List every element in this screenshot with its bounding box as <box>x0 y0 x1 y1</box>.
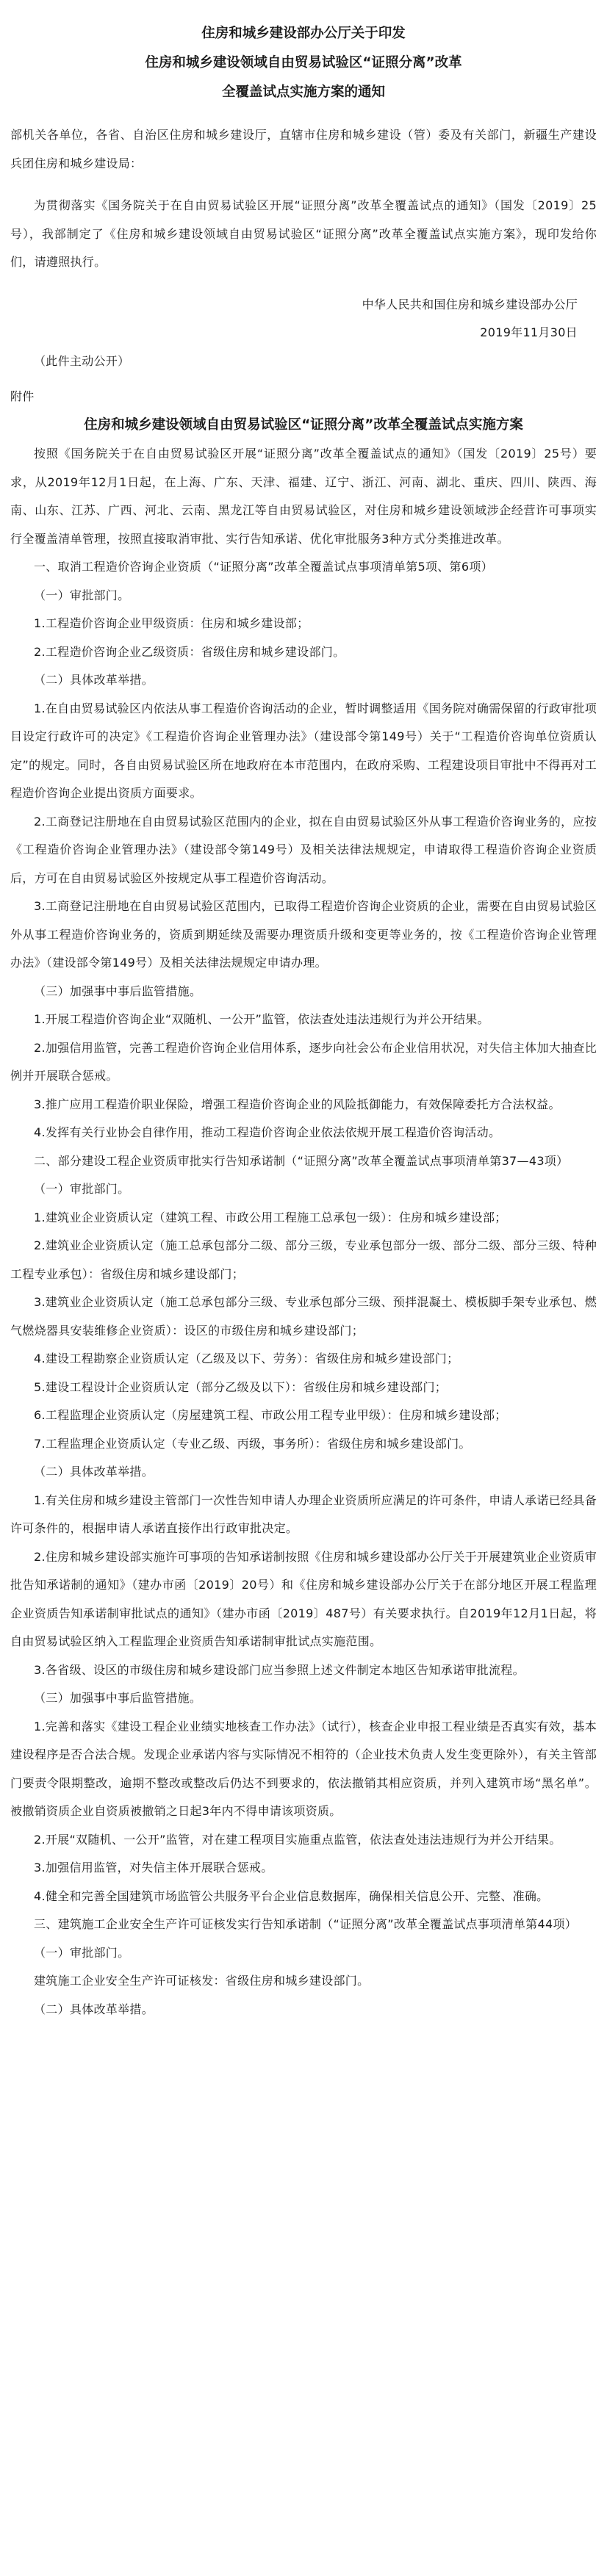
list-item: 1.开展工程造价咨询企业“双随机、一公开”监管，依法查处违法违规行为并公开结果。 <box>34 1012 489 1026</box>
notice-title-line-1: 住房和城乡建设部办公厅关于印发 <box>201 26 406 41</box>
section-heading-3: 三、建筑施工企业安全生产许可证核发实行告知承诺制（“证照分离”改革全覆盖试点事项清单第44项） <box>34 1917 578 1931</box>
list-item: 3.推广应用工程造价职业保险，增强工程造价咨询企业的风险抵御能力，有效保障委托方合法权益。 <box>34 1097 561 1111</box>
list-item: 1.有关住房和城乡建设主管部门一次性告知申请人办理企业资质所应满足的许可条件，申请人承诺已经具备许可条件的，根据申请人承诺直接作出行政审批决定。 <box>10 1493 597 1535</box>
list-item: 2.工程造价咨询企业乙级资质：省级住房和城乡建设部门。 <box>34 644 345 659</box>
list-item: 2.建筑业企业资质认定（施工总承包部分二级、部分三级，专业承包部分一级、部分二级、部分三级、特种工程专业承包）：省级住房和城乡建设部门； <box>10 1238 597 1281</box>
list-item: 3.加强信用监管，对失信主体开展联合惩戒。 <box>34 1861 273 1875</box>
list-item: 1.工程造价咨询企业甲级资质：住房和城乡建设部； <box>34 616 309 630</box>
list-item: 建筑施工企业安全生产许可证核发：省级住房和城乡建设部门。 <box>34 1974 370 1988</box>
subheading: （三）加强事中事后监管措施。 <box>34 1691 202 1705</box>
list-item: 4.健全和完善全国建筑市场监管公共服务平台企业信息数据库，确保相关信息公开、完整、准确。 <box>34 1888 549 1903</box>
subheading: （三）加强事中事后监管措施。 <box>34 984 202 998</box>
subheading: （二）具体改革举措。 <box>34 2002 154 2016</box>
notice-body: 为贯彻落实《国务院关于在自由贸易试验区开展“证照分离”改革全覆盖试点的通知》（国发〔2019〕25号），我部制定了《住房和城乡建设领域自由贸易试验区“证照分离”改革全覆盖试点实施方案》，现印发给你们，请遵照执行。 <box>10 198 597 269</box>
section-heading-2: 二、部分建设工程企业资质审批实行告知承诺制（“证照分离”改革全覆盖试点事项清单第37—43项） <box>34 1153 569 1168</box>
subheading: （一）审批部门。 <box>34 1182 130 1196</box>
notice-title-line-2: 住房和城乡建设领域自由贸易试验区“证照分离”改革 <box>145 55 462 71</box>
list-item: 3.工商登记注册地在自由贸易试验区范围内，已取得工程造价咨询企业资质的企业，需要在自由贸易试验区外从事工程造价咨询业务的，资质到期延续及需要办理资质升级和变更等业务的，按《工程造价咨询企业管理办法》（建设部令第149号）及相关法律法规规定申请办理。 <box>10 899 597 970</box>
disclosure-note: （此件主动公开） <box>34 353 130 368</box>
issuer: 中华人民共和国住房和城乡建设部办公厅 <box>362 297 578 311</box>
section-heading-1: 一、取消工程造价咨询企业资质（“证照分离”改革全覆盖试点事项清单第5项、第6项） <box>34 560 493 574</box>
list-item: 3.建筑业企业资质认定（施工总承包部分三级、专业承包部分三级、预拌混凝土、模板脚手架专业承包、燃气燃烧器具安装维修企业资质）：设区的市级住房和城乡建设部门； <box>10 1295 597 1338</box>
list-item: 2.加强信用监管，完善工程造价咨询企业信用体系，逐步向社会公布企业信用状况，对失信主体加大抽查比例并开展联合惩戒。 <box>10 1040 597 1083</box>
list-item: 6.工程监理企业资质认定（房屋建筑工程、市政公用工程专业甲级）：住房和城乡建设部； <box>34 1408 507 1422</box>
list-item: 3.各省级、设区的市级住房和城乡建设部门应当参照上述文件制定本地区告知承诺审批流程。 <box>34 1662 525 1677</box>
list-item: 7.工程监理企业资质认定（专业乙级、丙级，事务所）：省级住房和城乡建设部门。 <box>34 1436 471 1451</box>
list-item: 2.开展“双随机、一公开”监管，对在建工程项目实施重点监管，依法查处违法违规行为并公开结果。 <box>34 1832 561 1847</box>
list-item: 1.建筑业企业资质认定（建筑工程、市政公用工程施工总承包一级）：住房和城乡建设部； <box>34 1210 507 1224</box>
subheading: （二）具体改革举措。 <box>34 1465 154 1479</box>
attachment-paragraph: 按照《国务院关于在自由贸易试验区开展“证照分离”改革全覆盖试点的通知》（国发〔2019〕25号）要求，从2019年12月1日起，在上海、广东、天津、福建、辽宁、浙江、河南、湖北、重庆、四川、陕西、海南、山东、江苏、广西、河北、云南、黑龙江等自由贸易试验区，对住房和城乡建设领域涉企经营许可事项实行全覆盖清单管理，按照直接取消审批、实行告知承诺、优化审批服务3种方式分类推进改革。 <box>10 447 597 546</box>
list-item: 2.工商登记注册地在自由贸易试验区范围内的企业，拟在自由贸易试验区外从事工程造价咨询业务的，应按《工程造价咨询企业管理办法》（建设部令第149号）及相关法律法规规定，申请取得工程造价咨询企业资质后，方可在自由贸易试验区外按规定从事工程造价咨询活动。 <box>10 814 597 885</box>
subheading: （二）具体改革举措。 <box>34 673 154 687</box>
list-item: 1.在自由贸易试验区内依法从事工程造价咨询活动的企业，暂时调整适用《国务院对确需保留的行政审批项目设定行政许可的决定》《工程造价咨询企业管理办法》（建设部令第149号）关于“工程造价咨询单位资质认定”的规定。同时，各自由贸易试验区所在地政府在本市范围内，在政府采购、工程建设项目审批中不得再对工程造价咨询企业提出资质方面要求。 <box>10 701 597 800</box>
list-item: 1.完善和落实《建设工程企业业绩实地核查工作办法》（试行），核查企业申报工程业绩是否真实有效，基本建设程序是否合法合规。发现企业承诺内容与实际情况不相符的（企业技术负责人发生变更除外），有关主管部门要责令限期整改，逾期不整改或整改后仍达不到要求的，依法撤销其相应资质，并列入建筑市场“黑名单”。被撤销资质企业自资质被撤销之日起3年内不得申请该项资质。 <box>10 1719 597 1818</box>
list-item: 4.建设工程勘察企业资质认定（乙级及以下、劳务）：省级住房和城乡建设部门； <box>34 1352 459 1365</box>
subheading: （一）审批部门。 <box>34 1945 130 1960</box>
list-item: 2.住房和城乡建设部实施许可事项的告知承诺制按照《住房和城乡建设部办公厅关于开展建筑业企业资质审批告知承诺制的通知》（建办市函〔2019〕20号）和《住房和城乡建设部办公厅关于在部分地区开展工程监理企业资质告知承诺制审批试点的通知》（建办市函〔2019〕487号）有关要求执行。自2019年12月1日起，将自由贸易试验区纳入工程监理企业资质告知承诺制审批试点实施范围。 <box>10 1549 597 1648</box>
list-item: 4.发挥有关行业协会自律作用，推动工程造价咨询企业依法依规开展工程造价咨询活动。 <box>34 1125 501 1139</box>
subheading: （一）审批部门。 <box>34 588 130 602</box>
addressee: 部机关各单位，各省、自治区住房和城乡建设厅，直辖市住房和城乡建设（管）委及有关部门，新疆生产建设兵团住房和城乡建设局： <box>10 128 597 170</box>
notice-title-line-3: 全覆盖试点实施方案的通知 <box>221 84 385 100</box>
issue-date: 2019年11月30日 <box>480 325 578 339</box>
list-item: 5.建设工程设计企业资质认定（部分乙级及以下）：省级住房和城乡建设部门； <box>34 1379 448 1394</box>
attachment-label: 附件 <box>10 389 35 403</box>
attachment-title: 住房和城乡建设领域自由贸易试验区“证照分离”改革全覆盖试点实施方案 <box>84 417 523 433</box>
